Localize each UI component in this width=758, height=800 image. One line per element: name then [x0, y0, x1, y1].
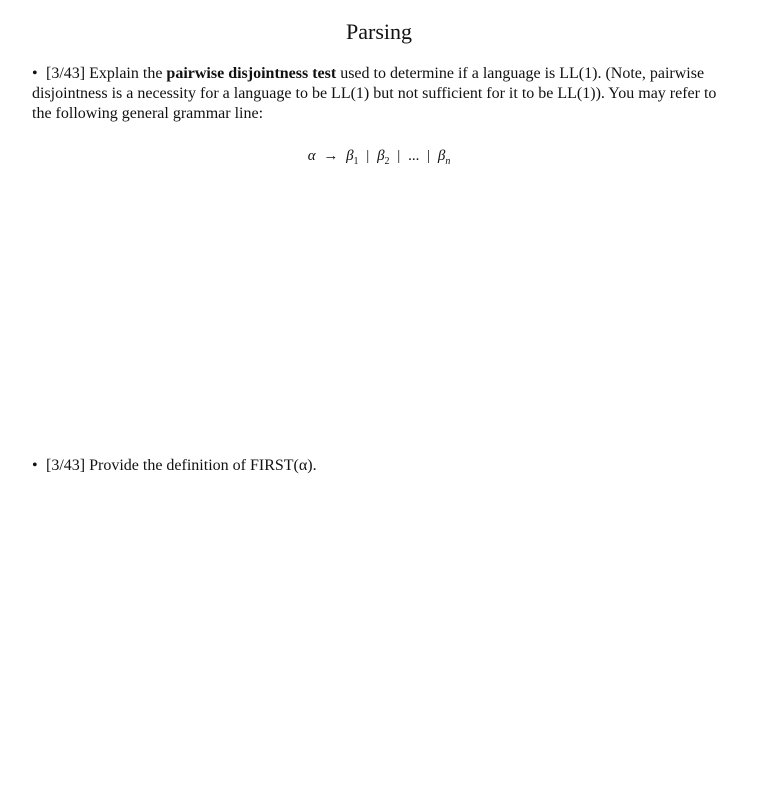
bullet: • — [32, 457, 38, 474]
bullet: • — [32, 65, 38, 82]
formula-bar: | — [397, 148, 401, 164]
question-pairwise-disjointness — [32, 64, 732, 124]
formula-beta-2: $\beta_2$ — [377, 148, 390, 167]
formula-bar: | — [427, 148, 431, 164]
question-text-after: used to determine if a language is LL(1). (Note, pairwise disjointness is a necessity for a language to be LL(1) but not sufficient for it to be LL(1)). You may refer to the following general grammar line: — [32, 65, 717, 122]
formula-beta-n: $\beta_n$ — [437, 148, 451, 167]
question-text: Provide the definition of FIRST(α). — [89, 457, 317, 474]
formula-bar: | — [366, 148, 370, 164]
question-bold-term: pairwise disjointness test — [166, 65, 337, 82]
question-first-definition — [32, 456, 732, 476]
formula-beta-1: $\beta_1$ — [346, 148, 359, 167]
formula-arrow: → — [323, 148, 339, 164]
formula-ellipsis: ... — [408, 148, 420, 164]
question-points: [3/43] — [46, 65, 86, 82]
grammar-line-formula — [0, 146, 758, 172]
page-title: Parsing — [346, 19, 412, 44]
formula-lhs: α — [307, 148, 316, 164]
question-text-before: Explain the — [89, 65, 163, 82]
question-points: [3/43] — [46, 457, 86, 474]
